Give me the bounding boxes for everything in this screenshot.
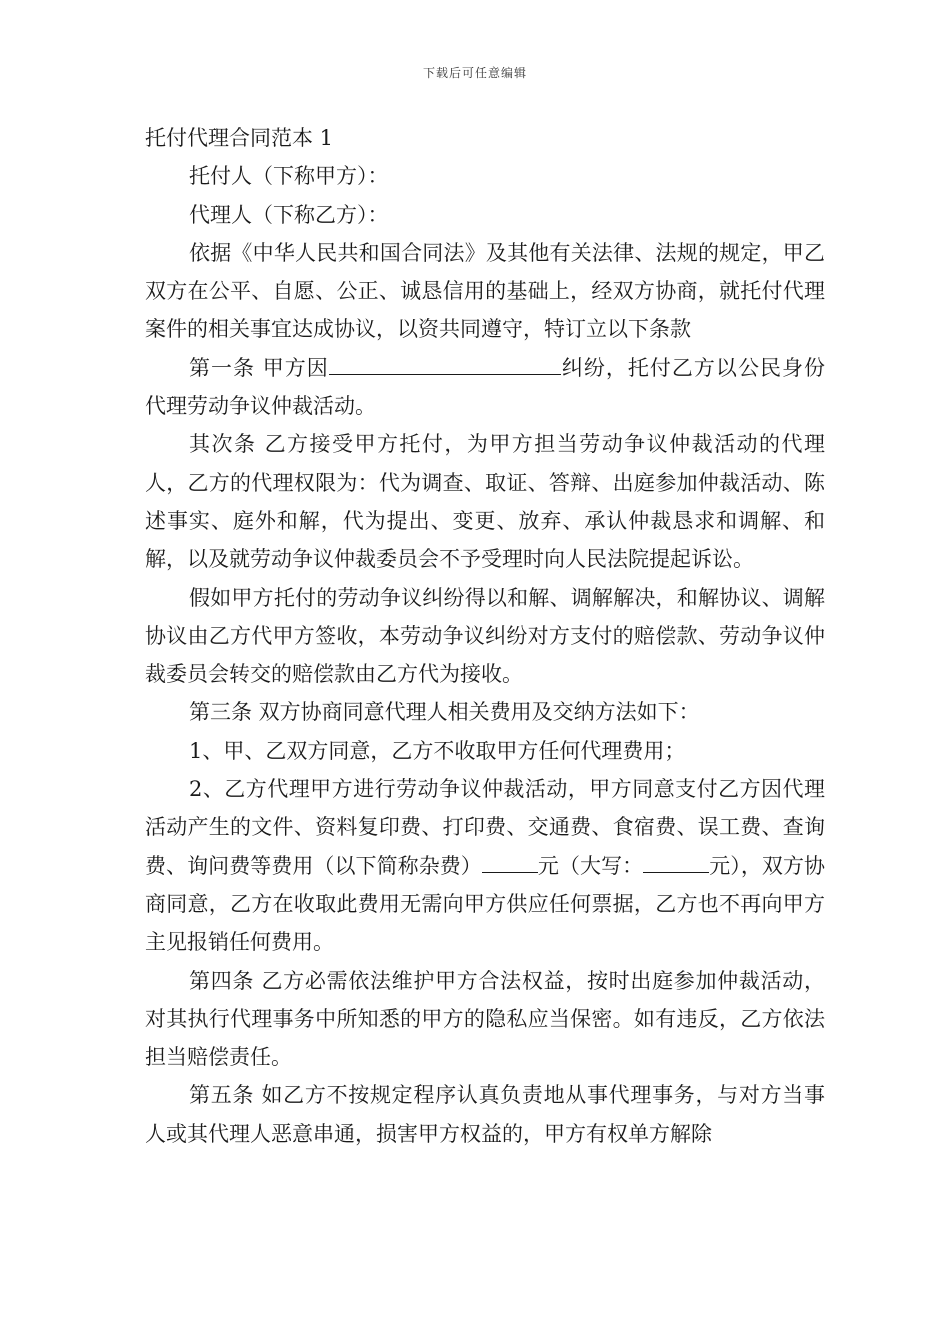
article-1-paragraph bbox=[145, 349, 825, 426]
document-title: 托付代理合同范本 1 bbox=[145, 126, 334, 150]
article-3-paragraph: 第三条 双方协商同意代理人相关费用及交纳方法如下： bbox=[189, 700, 700, 725]
article-2-continuation: 假如甲方托付的劳动争议纠纷得以和解、调解解决，和解协议、调解协议由乙方代甲方签收，本劳动争议纠纷对方支付的赔偿款、劳动争议仲裁委员会转交的赔偿款由乙方代为接收。 bbox=[145, 585, 825, 687]
preamble-paragraph: 依据《中华人民共和国合同法》及其他有关法律、法规的规定，甲乙双方在公平、自愿、公正、诚恳信用的基础上，经双方协商，就托付代理案件的相关事宜达成协议，以资共同遵守，特订立以下条款 bbox=[145, 240, 825, 342]
article-1-suffix: 纠纷，托付乙方以公民身份代理劳动争议仲裁活动。 bbox=[145, 355, 825, 419]
article-3-item-1: 1、甲、乙双方同意，乙方不收取甲方任何代理费用； bbox=[189, 738, 686, 763]
article-3-item-2-text-c: 元），双方协商同意，乙方在收取此费用无需向甲方供应任何票据，乙方也不再向甲方主见报销任何费用。 bbox=[145, 853, 826, 955]
dispute-blank-field bbox=[329, 354, 561, 375]
article-3-item-2-text-a: 2、乙方代理甲方进行劳动争议仲裁活动，甲方同意支付乙方因代理活动产生的文件、资料复印费、打印费、交通费、食宿费、误工费、查询费、询问费等费用（以下简称杂费） bbox=[145, 777, 825, 878]
article-5-paragraph: 第五条 如乙方不按规定程序认真负责地从事代理事务，与对方当事人或其代理人恶意串通，损害甲方权益的，甲方有权单方解除 bbox=[145, 1083, 825, 1146]
fee-amount-words-blank bbox=[643, 852, 709, 873]
party-a-line: 托付人（下称甲方）： bbox=[189, 164, 389, 189]
document-body bbox=[145, 119, 825, 1153]
article-4-paragraph: 第四条 乙方必需依法维护甲方合法权益，按时出庭参加仲裁活动，对其执行代理事务中所知悉的甲方的隐私应当保密。如有违反，乙方依法担当赔偿责任。 bbox=[145, 968, 825, 1070]
party-b-line: 代理人（下称乙方）： bbox=[189, 202, 389, 227]
article-1-prefix: 第一条 甲方因 bbox=[189, 355, 329, 380]
header-note: 下载后可任意编辑 bbox=[422, 66, 527, 80]
article-2-paragraph: 其次条 乙方接受甲方托付，为甲方担当劳动争议仲裁活动的代理人，乙方的代理权限为：代为调查、取证、答辩、出庭参加仲裁活动、陈述事实、庭外和解，代为提出、变更、放弃、承认仲裁恳求和调解、和解，以及就劳动争议仲裁委员会不予受理时向人民法院提起诉讼。 bbox=[145, 432, 825, 572]
fee-amount-blank bbox=[482, 852, 538, 873]
article-3-item-2-text-b: 元（大写： bbox=[537, 853, 644, 878]
article-3-item-2 bbox=[145, 770, 825, 961]
